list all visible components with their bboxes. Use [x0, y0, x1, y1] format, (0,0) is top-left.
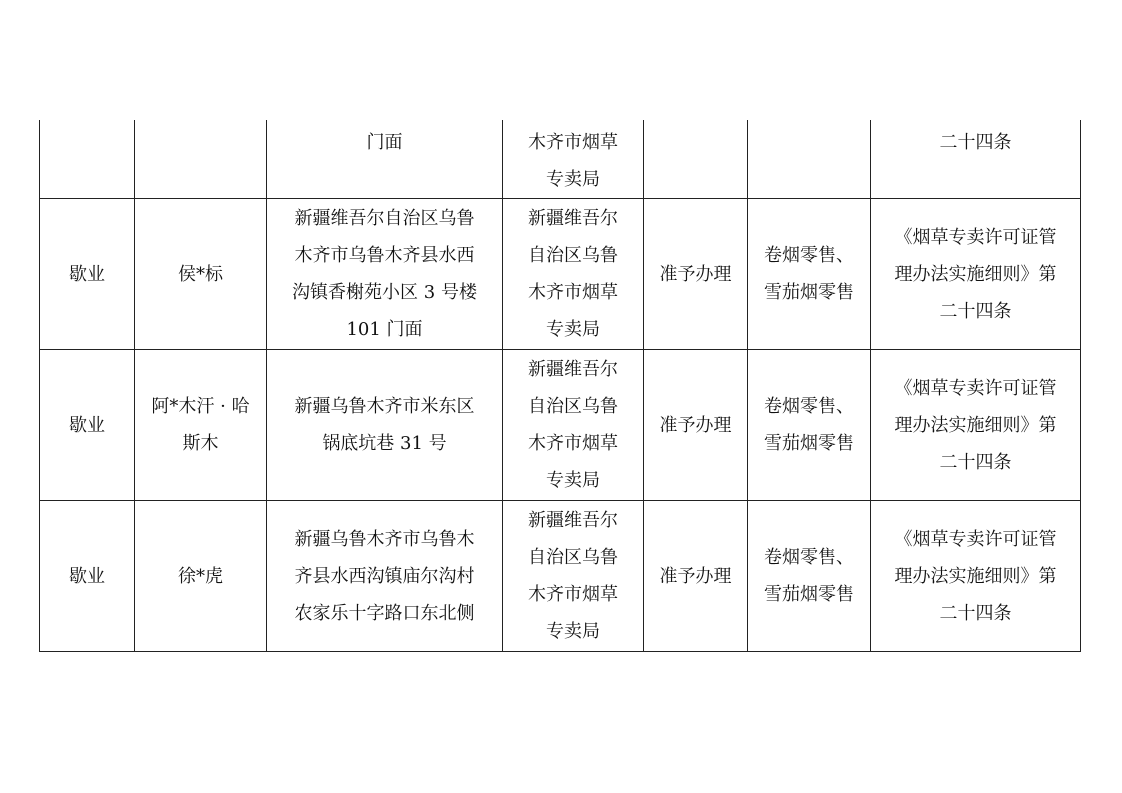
- scope-cell: [748, 120, 871, 199]
- name-cell: 徐*虎: [135, 501, 267, 652]
- license-table: [39, 120, 1081, 652]
- type-cell: 歇业: [40, 350, 135, 501]
- table-row: [40, 350, 1081, 501]
- type-cell: [40, 120, 135, 199]
- authority-cell: 新疆维吾尔 自治区乌鲁 木齐市烟草 专卖局: [503, 199, 644, 350]
- name-cell: 阿*木汗 · 哈 斯木: [135, 350, 267, 501]
- decision-cell: 准予办理: [644, 501, 748, 652]
- type-cell: 歇业: [40, 199, 135, 350]
- name-cell: [135, 120, 267, 199]
- authority-cell: 木齐市烟草 专卖局: [503, 120, 644, 199]
- address-cell: 新疆维吾尔自治区乌鲁 木齐市乌鲁木齐县水西 沟镇香榭苑小区 3 号楼 101 门面: [267, 199, 503, 350]
- basis-cell: 《烟草专卖许可证管 理办法实施细则》第 二十四条: [871, 350, 1081, 501]
- table-row-continuation: [40, 120, 1081, 199]
- scope-cell: 卷烟零售、 雪茄烟零售: [748, 350, 871, 501]
- basis-cell: 《烟草专卖许可证管 理办法实施细则》第 二十四条: [871, 501, 1081, 652]
- authority-cell: 新疆维吾尔 自治区乌鲁 木齐市烟草 专卖局: [503, 501, 644, 652]
- table-row: [40, 199, 1081, 350]
- authority-cell: 新疆维吾尔 自治区乌鲁 木齐市烟草 专卖局: [503, 350, 644, 501]
- type-cell: 歇业: [40, 501, 135, 652]
- decision-cell: [644, 120, 748, 199]
- address-cell: 门面: [267, 120, 503, 199]
- table-row: [40, 501, 1081, 652]
- basis-cell: 《烟草专卖许可证管 理办法实施细则》第 二十四条: [871, 199, 1081, 350]
- basis-cell: 二十四条: [871, 120, 1081, 199]
- address-cell: 新疆乌鲁木齐市米东区 锅底坑巷 31 号: [267, 350, 503, 501]
- name-cell: 侯*标: [135, 199, 267, 350]
- address-cell: 新疆乌鲁木齐市乌鲁木 齐县水西沟镇庙尔沟村 农家乐十字路口东北侧: [267, 501, 503, 652]
- decision-cell: 准予办理: [644, 350, 748, 501]
- decision-cell: 准予办理: [644, 199, 748, 350]
- scope-cell: 卷烟零售、 雪茄烟零售: [748, 199, 871, 350]
- scope-cell: 卷烟零售、 雪茄烟零售: [748, 501, 871, 652]
